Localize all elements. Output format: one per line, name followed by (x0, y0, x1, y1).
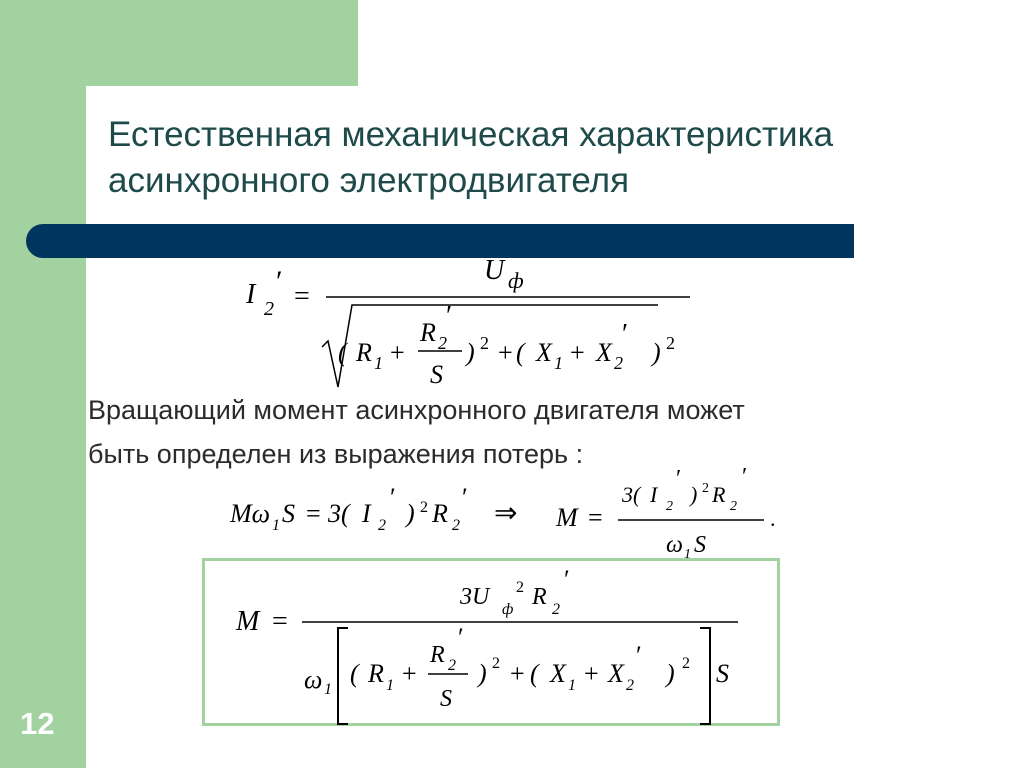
f1-R2: R (420, 318, 436, 347)
f3-left-bracket (338, 628, 348, 724)
f3-num-R-prime: ′ (564, 565, 570, 594)
f3-X2-sub: 2 (626, 677, 634, 694)
body-paragraph (88, 388, 968, 476)
f1-lhs: I (246, 279, 256, 310)
f2-eq: = (306, 499, 321, 528)
f3-X1: X (550, 659, 566, 688)
f2-den-sub: 1 (684, 547, 691, 562)
f3-plus-2: + (510, 659, 525, 688)
f3-R1-sub: 1 (386, 677, 394, 694)
left-accent-band (0, 0, 86, 768)
f2-implies: ⇒ (494, 498, 518, 529)
f1-lhs-prime: ′ (276, 265, 283, 298)
f1-eq: = (294, 281, 310, 312)
f1-R2-prime: ′ (446, 301, 453, 332)
f1-R1: R (356, 338, 372, 367)
f1-open-paren: ( (338, 338, 347, 367)
f2-num-R-prime: ′ (742, 464, 748, 490)
f3-plus-1: + (402, 659, 417, 688)
f3-right-bracket (700, 628, 710, 724)
f2-three: 3( (328, 499, 350, 528)
rotor-current-formula (240, 255, 710, 395)
f1-X1-sub: 1 (554, 353, 563, 373)
f3-X2-prime: ′ (636, 641, 642, 670)
f2-den-omega: ω (666, 532, 683, 558)
body-line-2: быть определен из выражения потерь : (88, 439, 584, 469)
f1-close-paren-2: ) (652, 338, 661, 367)
torque-from-losses-formula (226, 464, 786, 562)
f2-I-sub: 2 (378, 517, 386, 534)
f3-S-2: S (716, 659, 729, 688)
f3-open-paren-2: ( (530, 659, 539, 688)
f2-close-paren: ) (406, 499, 415, 528)
f2-lhs-sub: 1 (272, 517, 280, 534)
f3-close-paren-1: ) (478, 659, 487, 688)
f2-num-I: I (650, 482, 658, 507)
f3-num-sub: ф (502, 601, 514, 618)
f3-close-paren-2: ) (666, 659, 675, 688)
f2-R-prime: ′ (462, 483, 468, 512)
f3-exp-2: 2 (682, 655, 690, 672)
f3-plus-3: + (584, 659, 599, 688)
f3-num-3U: 3U (460, 584, 490, 610)
top-accent-band (0, 0, 358, 86)
f2-I: I (362, 499, 371, 528)
f1-exp-2: 2 (666, 333, 675, 353)
f3-R2-prime: ′ (458, 623, 464, 652)
f1-open-paren-2: ( (516, 338, 525, 367)
f1-exp-1: 2 (480, 333, 489, 353)
f3-R1: R (368, 659, 384, 688)
f2-num-three: 3( (622, 482, 641, 507)
f3-omega: ω (304, 665, 323, 694)
f2-M: M (556, 503, 578, 532)
f1-X2: X (596, 338, 612, 367)
f2-exp: 2 (420, 499, 428, 516)
slide-number: 12 (20, 706, 55, 741)
f3-num-R: R (532, 584, 547, 610)
f2-lhs-S: S (282, 499, 295, 528)
f1-plus-1: + (390, 338, 405, 367)
title-line-1: Естественная механическая характеристика (108, 115, 834, 154)
f1-numerator: U (484, 255, 505, 286)
f1-close-paren-1: ) (466, 338, 475, 367)
f3-R2: R (430, 642, 445, 668)
f2-I-prime: ′ (390, 483, 396, 512)
f1-R2-sub: 2 (438, 333, 447, 353)
f1-R1-sub: 1 (374, 353, 383, 373)
f3-eq: = (272, 606, 288, 637)
f2-R: R (432, 499, 448, 528)
f1-plus-2: + (498, 338, 513, 367)
f2-eq-2: = (588, 503, 603, 532)
slide-title (108, 112, 988, 204)
title-divider-bar (26, 224, 854, 258)
torque-final-formula (232, 565, 752, 730)
f2-lhs: Mω (230, 499, 271, 528)
f3-exp-1: 2 (492, 655, 500, 672)
body-line-1: Вращающий момент асинхронного двигателя может (88, 395, 745, 425)
f2-R-sub: 2 (452, 517, 460, 534)
f2-num-R: R (712, 482, 726, 507)
f1-numerator-sub: ф (508, 268, 524, 293)
f3-R2-sub: 2 (448, 657, 456, 674)
f2-num-close: ) (690, 482, 698, 507)
f1-lhs-sub: 2 (264, 298, 274, 320)
f3-num-R-sub: 2 (552, 601, 560, 618)
f3-open-paren-1: ( (350, 659, 359, 688)
f1-X2-prime: ′ (622, 319, 629, 350)
f3-S-1: S (440, 686, 452, 712)
f1-X1: X (536, 338, 552, 367)
f3-X1-sub: 1 (568, 677, 576, 694)
f2-num-exp: 2 (702, 481, 709, 496)
f3-num-exp: 2 (516, 579, 524, 596)
f1-S: S (430, 360, 443, 389)
f1-X2-sub: 2 (614, 353, 623, 373)
f2-den-S: S (694, 532, 706, 558)
f2-num-I-prime: ′ (676, 466, 682, 492)
f3-X2: X (608, 659, 624, 688)
title-line-2: асинхронного электродвигателя (108, 161, 630, 200)
f2-period: . (770, 506, 776, 531)
f3-M: M (236, 606, 260, 637)
f1-plus-3: + (570, 338, 585, 367)
f2-num-I-sub: 2 (666, 499, 673, 514)
f3-omega-sub: 1 (324, 681, 332, 698)
f2-num-R-sub: 2 (730, 499, 737, 514)
